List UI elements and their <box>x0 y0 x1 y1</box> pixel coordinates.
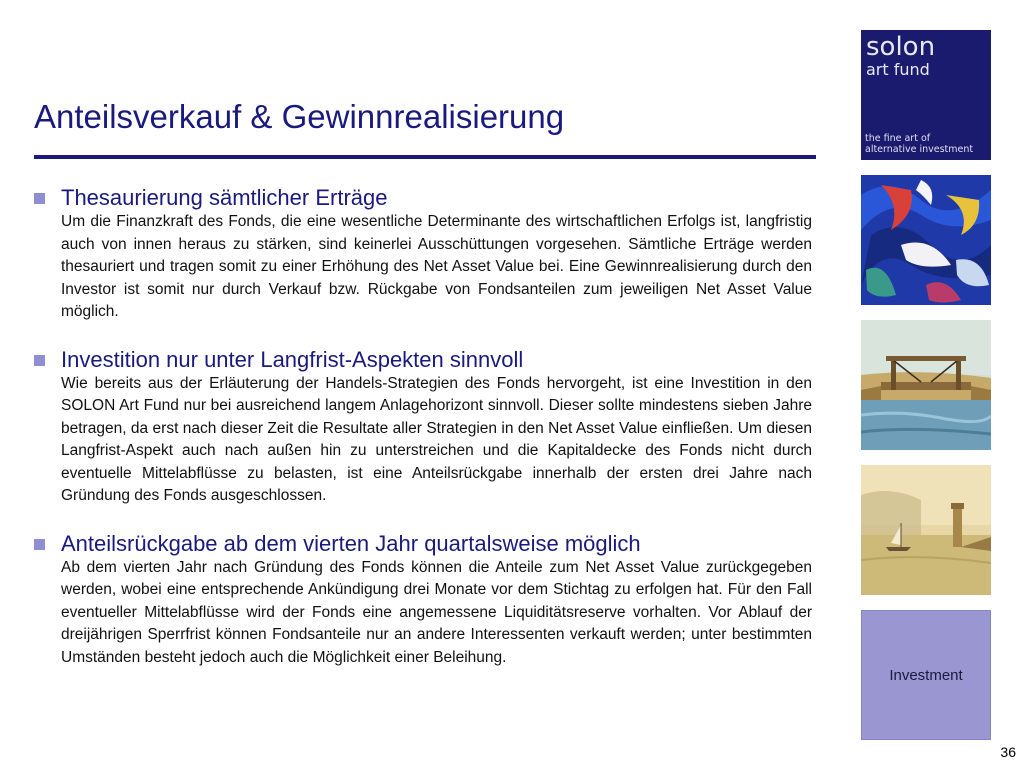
logo-tagline <box>865 133 973 155</box>
section-label-box <box>861 610 991 740</box>
slide-content <box>34 185 812 692</box>
painting-harbor-image <box>861 465 991 595</box>
section-body: Ab dem vierten Jahr nach Gründung des Fonds können die Anteile zum Net Asset Value zurückgegeben werden, wobei eine entsprechende Ankündigung drei Monate vor dem Stichtag zu erfolgen hat. Für den Fall eventueller Mittelabflüsse wird der Fonds eine angemessene Liquiditätsreserve vorhalten. Vor Ablauf der dreijährigen Sperrfrist können Fondsanteile nur an andere Interessenten verkauft werden; unter bestimmten Umständen besteht jedoch auch die Möglichkeit einer Beleihung. <box>61 558 812 666</box>
logo-name: solon <box>866 32 936 62</box>
logo-subname: art fund <box>866 60 930 79</box>
section-langfrist <box>34 347 812 508</box>
section-anteilsrueckgabe <box>34 531 812 670</box>
section-body: Um die Finanzkraft des Fonds, die eine wesentliche Determinante des wirtschaftlichen Erfolgs ist, langfristig auch von innen heraus zu stärken, sind keinerlei Ausschüttungen vorgesehen. Sämtliche Erträge werden thesauriert und tragen somit zu einer Erhöhung des Net Asset Value bei. Eine Gewinnrealisierung durch den Investor ist somit nur durch Verkauf bzw. Rückgabe von Fondsanteilen zum jeweiligen Net Asset Value möglich. <box>61 213 812 320</box>
section-body: Wie bereits aus der Erläuterung der Handels-Strategien des Fonds hervorgeht, ist eine Investition in den SOLON Art Fund nur bei ausreichend langem Anlagehorizont sinnvoll. Dieser sollte mindestens sieben Jahre betragen, da erst nach dieser Zeit die Resultate aller Strategien in den Net Asset Value einfließen. Um diesen Langfrist-Aspekt auch nach außen hin zu unterstreichen und die Kapitaldecke des Fonds nicht durch eventuelle Mittelabflüsse zu belasten, ist eine Anteilsrückgabe innerhalb der ersten drei Jahre nach Gründung des Fonds ausgeschlossen. <box>61 374 812 504</box>
painting-drawbridge-image <box>861 320 991 450</box>
logo-tagline-line-2: alternative investment <box>865 144 974 155</box>
section-heading: Investition nur unter Langfrist-Aspekten sinnvoll <box>61 346 524 372</box>
square-bullet-icon <box>34 193 45 204</box>
section-label: Investment <box>889 667 963 684</box>
page-number: 36 <box>1000 744 1016 760</box>
square-bullet-icon <box>34 355 45 366</box>
painting-blue-horses-image <box>861 175 991 305</box>
square-bullet-icon <box>34 539 45 550</box>
section-heading: Anteilsrückgabe ab dem vierten Jahr quartalsweise möglich <box>61 530 641 556</box>
title-underline <box>34 155 816 159</box>
solon-art-fund-logo <box>861 30 991 160</box>
section-heading: Thesaurierung sämtlicher Erträge <box>61 185 388 210</box>
logo-tagline-line-1: the fine art of <box>865 133 931 144</box>
slide-title: Anteilsverkauf & Gewinnrealisierung <box>34 98 565 135</box>
section-thesaurierung <box>34 185 812 324</box>
